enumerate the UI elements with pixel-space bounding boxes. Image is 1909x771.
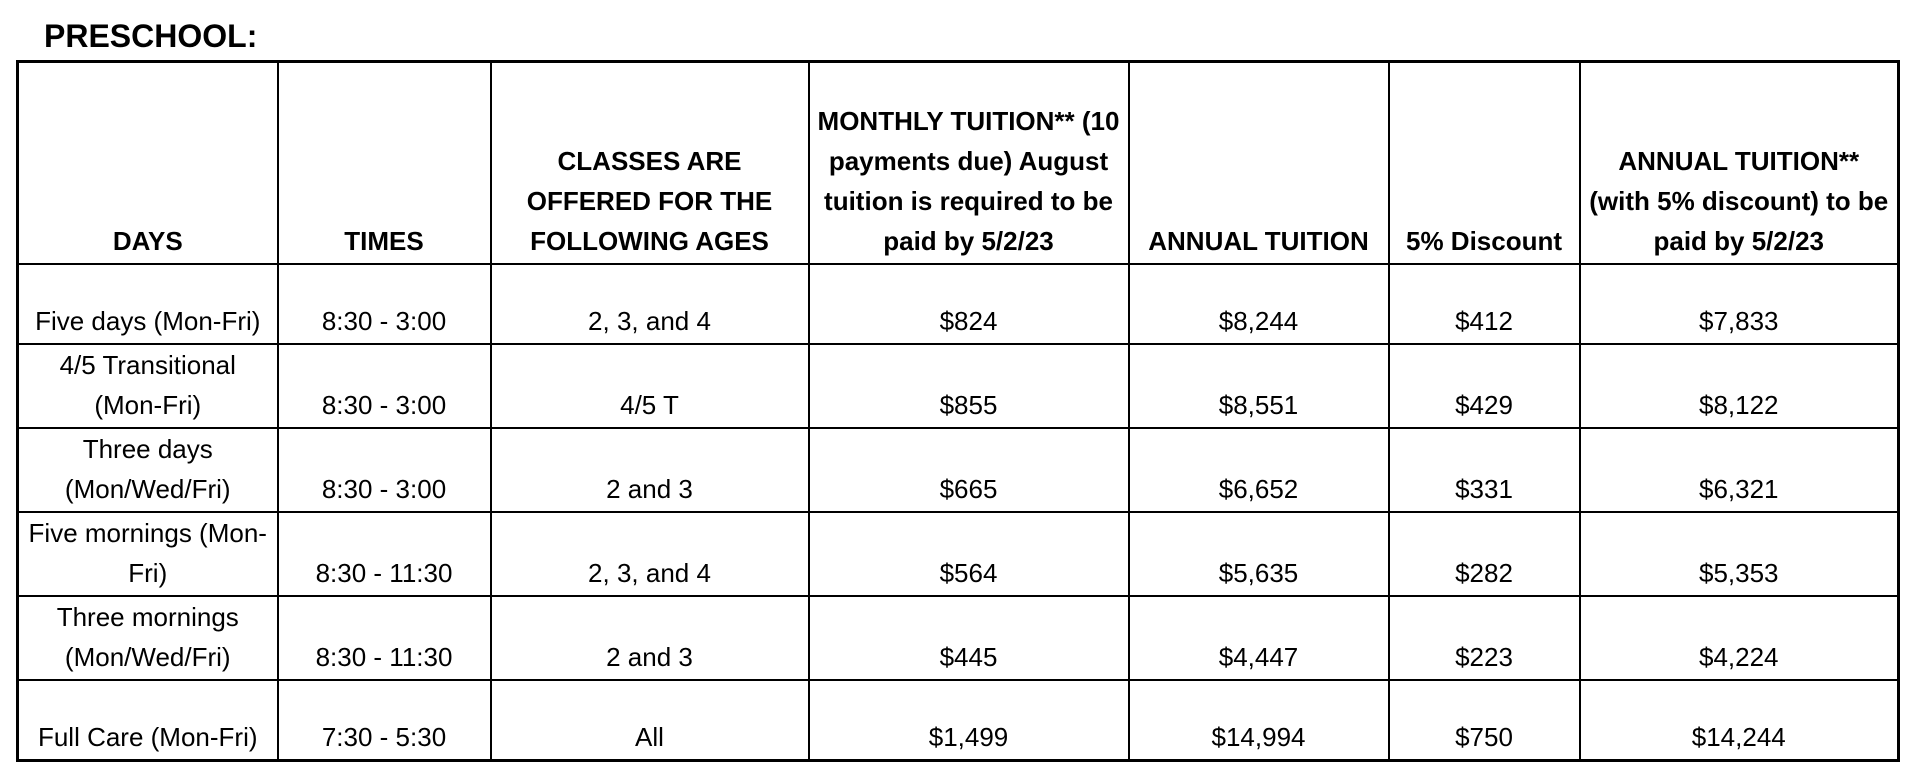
cell-days: Full Care (Mon-Fri)	[18, 680, 278, 760]
cell-discount: $429	[1389, 344, 1580, 428]
table-row	[18, 512, 1899, 596]
header-annual-tuition: ANNUAL TUITION	[1129, 62, 1389, 265]
cell-times: 8:30 - 11:30	[278, 596, 491, 680]
cell-ages: All	[491, 680, 809, 760]
cell-times: 8:30 - 3:00	[278, 344, 491, 428]
table-row	[18, 428, 1899, 512]
cell-discount: $750	[1389, 680, 1580, 760]
cell-annual-discounted: $7,833	[1580, 264, 1899, 344]
cell-monthly-tuition: $855	[809, 344, 1129, 428]
cell-annual-discounted: $4,224	[1580, 596, 1899, 680]
cell-days: Five mornings (Mon-Fri)	[18, 512, 278, 596]
header-annual-discounted: ANNUAL TUITION** (with 5% discount) to be paid by 5/2/23	[1580, 62, 1899, 265]
cell-times: 8:30 - 3:00	[278, 264, 491, 344]
cell-times: 7:30 - 5:30	[278, 680, 491, 760]
header-discount: 5% Discount	[1389, 62, 1580, 265]
cell-discount: $282	[1389, 512, 1580, 596]
table-row	[18, 344, 1899, 428]
cell-annual-tuition: $4,447	[1129, 596, 1389, 680]
page-title: PRESCHOOL:	[44, 18, 258, 54]
cell-monthly-tuition: $665	[809, 428, 1129, 512]
cell-ages: 4/5 T	[491, 344, 809, 428]
cell-discount: $412	[1389, 264, 1580, 344]
table-body	[18, 264, 1899, 760]
cell-monthly-tuition: $445	[809, 596, 1129, 680]
cell-discount: $331	[1389, 428, 1580, 512]
cell-times: 8:30 - 3:00	[278, 428, 491, 512]
cell-annual-discounted: $14,244	[1580, 680, 1899, 760]
table-row	[18, 264, 1899, 344]
header-times: TIMES	[278, 62, 491, 265]
cell-annual-tuition: $5,635	[1129, 512, 1389, 596]
header-days: DAYS	[18, 62, 278, 265]
cell-annual-tuition: $8,244	[1129, 264, 1389, 344]
tuition-table	[16, 60, 1900, 762]
table-row	[18, 596, 1899, 680]
cell-days: 4/5 Transitional (Mon-Fri)	[18, 344, 278, 428]
cell-days: Three days (Mon/Wed/Fri)	[18, 428, 278, 512]
cell-days: Three mornings (Mon/Wed/Fri)	[18, 596, 278, 680]
cell-ages: 2 and 3	[491, 596, 809, 680]
cell-ages: 2 and 3	[491, 428, 809, 512]
table-row	[18, 680, 1899, 760]
cell-annual-discounted: $6,321	[1580, 428, 1899, 512]
header-monthly-tuition: MONTHLY TUITION** (10 payments due) August tuition is required to be paid by 5/2/23	[809, 62, 1129, 265]
cell-annual-discounted: $8,122	[1580, 344, 1899, 428]
header-ages: CLASSES ARE OFFERED FOR THE FOLLOWING AGES	[491, 62, 809, 265]
table-header-row	[18, 62, 1899, 265]
cell-days: Five days (Mon-Fri)	[18, 264, 278, 344]
cell-ages: 2, 3, and 4	[491, 264, 809, 344]
cell-discount: $223	[1389, 596, 1580, 680]
cell-annual-discounted: $5,353	[1580, 512, 1899, 596]
cell-annual-tuition: $14,994	[1129, 680, 1389, 760]
cell-annual-tuition: $8,551	[1129, 344, 1389, 428]
cell-monthly-tuition: $824	[809, 264, 1129, 344]
cell-monthly-tuition: $1,499	[809, 680, 1129, 760]
cell-annual-tuition: $6,652	[1129, 428, 1389, 512]
cell-monthly-tuition: $564	[809, 512, 1129, 596]
cell-ages: 2, 3, and 4	[491, 512, 809, 596]
cell-times: 8:30 - 11:30	[278, 512, 491, 596]
